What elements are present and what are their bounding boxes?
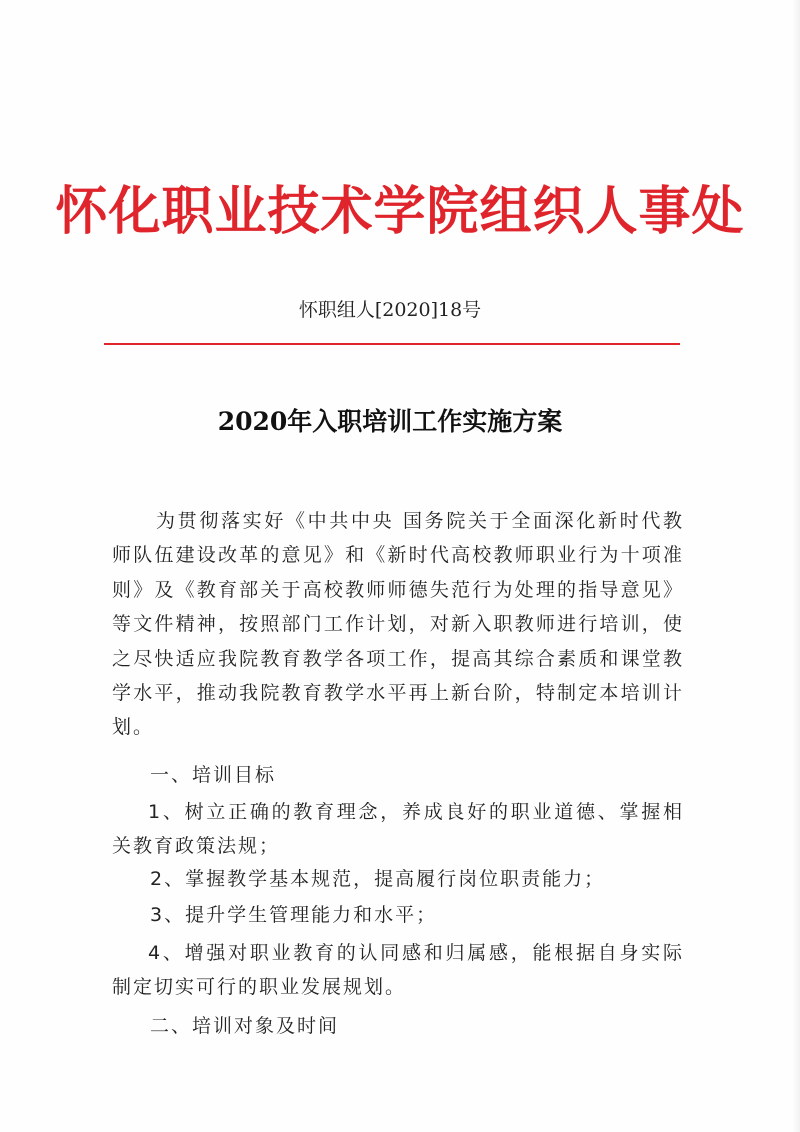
- document-number: 怀职组人[2020]18号: [298, 299, 482, 321]
- section-heading-participants: 二、培训对象及时间: [150, 1015, 340, 1037]
- objective-item-4: 4、增强对职业教育的认同感和归属感，能根据自身实际制定切实可行的职业发展规划。: [112, 942, 684, 999]
- objective-item-1: 1、树立正确的教育理念，养成良好的职业道德、掌握相关教育政策法规；: [112, 801, 684, 858]
- scan-edge-shadow: [792, 0, 800, 1132]
- issuer-header: 怀化职业技术学院组织人事处: [55, 181, 745, 242]
- section-heading-objectives: 一、培训目标: [150, 764, 277, 786]
- objective-item-2: 2、掌握教学基本规范，提高履行岗位职责能力；: [150, 868, 606, 890]
- intro-paragraph: 为贯彻落实好《中共中央 国务院关于全面深化新时代教师队伍建设改革的意见》和《新时代高校教师职业行为十项准则》及《教育部关于高校教师师德失范行为处理的指导意见》等文件精神，按照部门工作计划，对新入职教师进行培训，使之尽快适应我院教育教学各项工作，提高其综合素质和课堂教学水平，推动我院教育教学水平再上新台阶，特制定本培训计划。: [112, 510, 684, 739]
- document-title: 2020年入职培训工作实施方案: [217, 407, 563, 436]
- red-divider-line: [104, 343, 680, 345]
- objective-item-3: 3、提升学生管理能力和水平；: [150, 904, 438, 926]
